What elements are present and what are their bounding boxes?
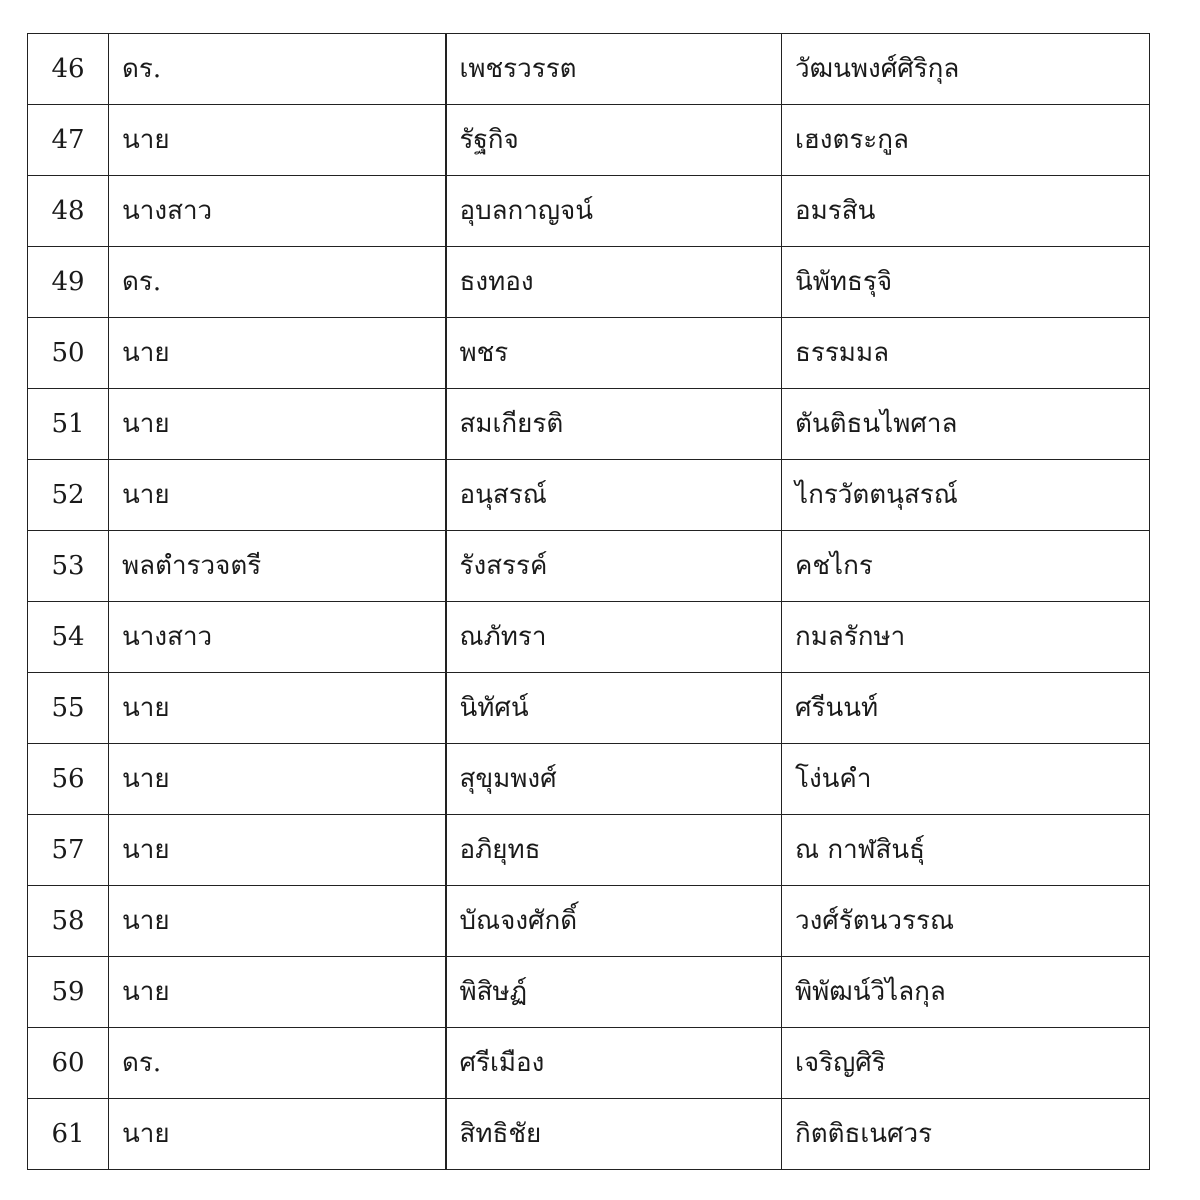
row-number-cell: 60 (28, 1028, 109, 1099)
row-number-cell: 55 (28, 673, 109, 744)
table-row (28, 389, 1150, 460)
first-name-cell: นิทัศน์ (446, 673, 782, 744)
title-cell: นาย (109, 957, 446, 1028)
name-list-table (27, 33, 1150, 1170)
title-cell: ดร. (109, 247, 446, 318)
title-cell: นางสาว (109, 602, 446, 673)
table-row (28, 815, 1150, 886)
first-name-cell: บัณจงศักดิ์ (446, 886, 782, 957)
first-name-cell: รัฐกิจ (446, 105, 782, 176)
first-name-cell: สิทธิชัย (446, 1099, 782, 1170)
row-number-cell: 51 (28, 389, 109, 460)
row-number-cell: 52 (28, 460, 109, 531)
first-name-cell: รังสรรค์ (446, 531, 782, 602)
table-row (28, 34, 1150, 105)
title-cell: นาย (109, 318, 446, 389)
row-number-cell: 56 (28, 744, 109, 815)
table-row (28, 957, 1150, 1028)
last-name-cell: เฮงตระกูล (782, 105, 1150, 176)
title-cell: นาย (109, 1099, 446, 1170)
last-name-cell: เจริญศิริ (782, 1028, 1150, 1099)
table-row (28, 673, 1150, 744)
row-number-cell: 57 (28, 815, 109, 886)
table-row (28, 886, 1150, 957)
last-name-cell: โง่นคำ (782, 744, 1150, 815)
table-row (28, 531, 1150, 602)
table-row (28, 460, 1150, 531)
title-cell: ดร. (109, 1028, 446, 1099)
last-name-cell: ณ กาฬสินธุ์ (782, 815, 1150, 886)
first-name-cell: ศรีเมือง (446, 1028, 782, 1099)
row-number-cell: 48 (28, 176, 109, 247)
title-cell: พลตำรวจตรี (109, 531, 446, 602)
last-name-cell: ธรรมมล (782, 318, 1150, 389)
table-body (28, 34, 1150, 1170)
last-name-cell: ตันติธนไพศาล (782, 389, 1150, 460)
table-row (28, 744, 1150, 815)
last-name-cell: วงศ์รัตนวรรณ (782, 886, 1150, 957)
last-name-cell: อมรสิน (782, 176, 1150, 247)
last-name-cell: วัฒนพงศ์ศิริกุล (782, 34, 1150, 105)
row-number-cell: 46 (28, 34, 109, 105)
title-cell: ดร. (109, 34, 446, 105)
row-number-cell: 54 (28, 602, 109, 673)
table-row (28, 318, 1150, 389)
first-name-cell: สุขุมพงศ์ (446, 744, 782, 815)
title-cell: นาย (109, 744, 446, 815)
title-cell: นาย (109, 460, 446, 531)
last-name-cell: กิตติธเนศวร (782, 1099, 1150, 1170)
table-row (28, 1028, 1150, 1099)
first-name-cell: เพชรวรรต (446, 34, 782, 105)
table-row (28, 176, 1150, 247)
row-number-cell: 53 (28, 531, 109, 602)
first-name-cell: พิสิษฏ์ (446, 957, 782, 1028)
last-name-cell: ศรีนนท์ (782, 673, 1150, 744)
first-name-cell: อุบลกาญจน์ (446, 176, 782, 247)
row-number-cell: 58 (28, 886, 109, 957)
row-number-cell: 50 (28, 318, 109, 389)
row-number-cell: 61 (28, 1099, 109, 1170)
last-name-cell: พิพัฒน์วิไลกุล (782, 957, 1150, 1028)
title-cell: นาย (109, 389, 446, 460)
title-cell: นางสาว (109, 176, 446, 247)
last-name-cell: คชไกร (782, 531, 1150, 602)
table-row (28, 105, 1150, 176)
first-name-cell: อภิยุทธ (446, 815, 782, 886)
first-name-cell: ณภัทรา (446, 602, 782, 673)
first-name-cell: สมเกียรติ (446, 389, 782, 460)
title-cell: นาย (109, 673, 446, 744)
table-row (28, 602, 1150, 673)
title-cell: นาย (109, 886, 446, 957)
row-number-cell: 47 (28, 105, 109, 176)
title-cell: นาย (109, 105, 446, 176)
first-name-cell: ธงทอง (446, 247, 782, 318)
first-name-cell: อนุสรณ์ (446, 460, 782, 531)
row-number-cell: 59 (28, 957, 109, 1028)
row-number-cell: 49 (28, 247, 109, 318)
title-cell: นาย (109, 815, 446, 886)
last-name-cell: ไกรวัตตนุสรณ์ (782, 460, 1150, 531)
table-row (28, 247, 1150, 318)
last-name-cell: นิพัทธรุจิ (782, 247, 1150, 318)
table-row (28, 1099, 1150, 1170)
last-name-cell: กมลรักษา (782, 602, 1150, 673)
first-name-cell: พชร (446, 318, 782, 389)
